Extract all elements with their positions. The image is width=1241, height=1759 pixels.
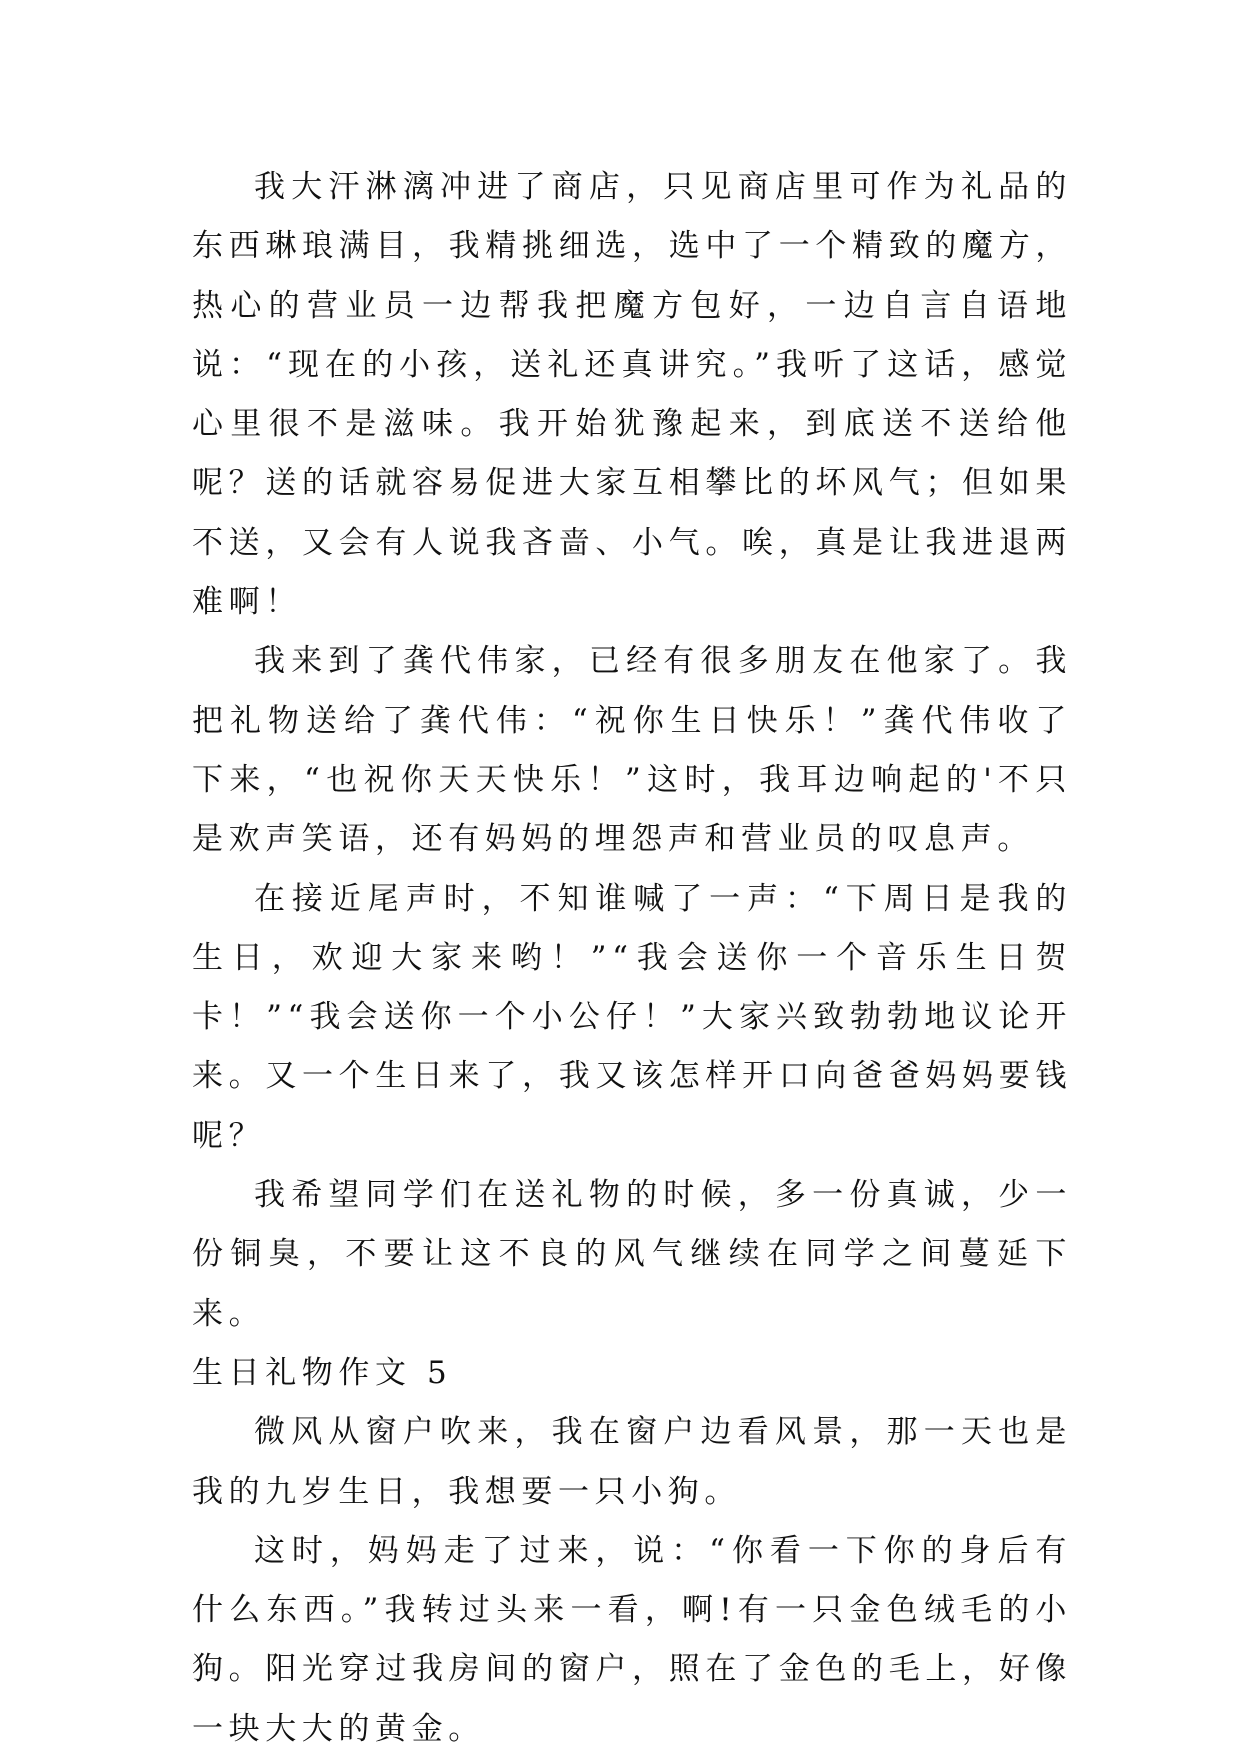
document-body (192, 158, 1072, 1759)
paragraph-hope: 我希望同学们在送礼物的时候，多一份真诚，少一份铜臭，不要让这不良的风气继续在同学之间蔓延下来。 (192, 1177, 1072, 1332)
paragraph-shop: 我大汗淋漓冲进了商店，只见商店里可作为礼品的东西琳琅满目，我精挑细选，选中了一个精致的魔方，热心的营业员一边帮我把魔方包好，一边自言自语地说：“现在的小孩，送礼还真讲究。”我听了这话，感觉心里很不是滋味。我开始犹豫起来，到底送不送给他呢？送的话就容易促进大家互相攀比的坏风气；但如果不送，又会有人说我吝啬、小气。唉，真是让我进退两难啊！ (192, 169, 1072, 621)
section-heading: 生日礼物作文 5 (192, 1354, 453, 1391)
paragraph-window: 微风从窗户吹来，我在窗户边看风景，那一天也是我的九岁生日，我想要一只小狗。 (192, 1414, 1072, 1510)
paragraph-next-birthday: 在接近尾声时，不知谁喊了一声：“下周日是我的生日，欢迎大家来哟！”“我会送你一个音乐生日贺卡！”“我会送你一个小公仔！”大家兴致勃勃地议论开来。又一个生日来了，我又该怎样开口向爸爸妈妈要钱呢？ (192, 880, 1072, 1154)
paragraph-puppy: 这时，妈妈走了过来，说：“你看一下你的身后有什么东西。”我转过头来一看，啊!有一只金色绒毛的小狗。阳光穿过我房间的窗户，照在了金色的毛上，好像一块大大的黄金。 (192, 1532, 1072, 1747)
paragraph-gift-giving: 我来到了龚代伟家，已经有很多朋友在他家了。我把礼物送给了龚代伟：“祝你生日快乐！”龚代伟收了下来，“也祝你天天快乐！”这时，我耳边响起的'不只是欢声笑语，还有妈妈的埋怨声和营业员的叹息声。 (192, 643, 1072, 858)
